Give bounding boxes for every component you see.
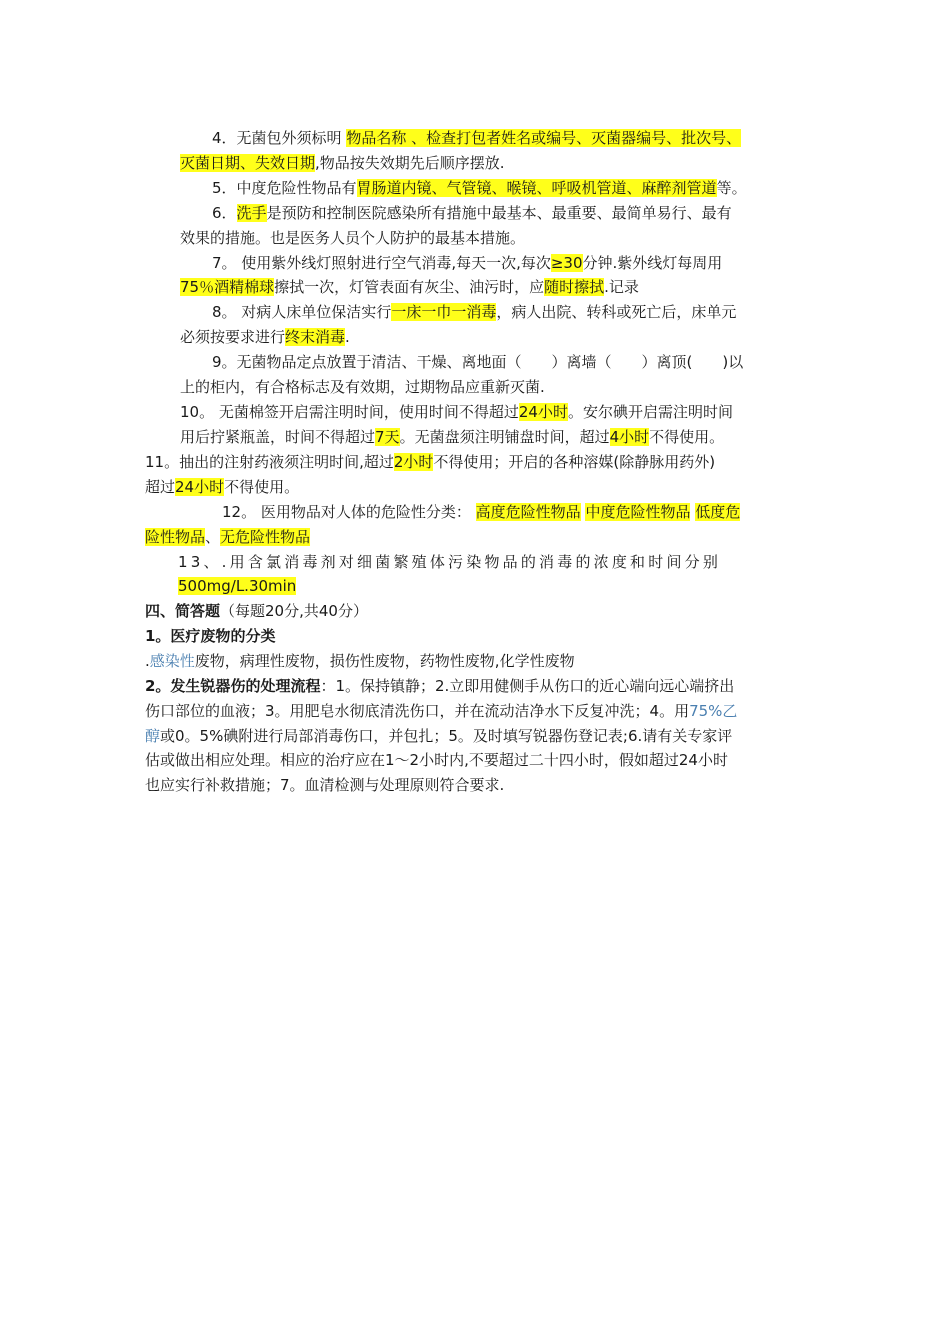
- answer-2-text-4: 估或做出相应处理。相应的治疗应在1～2小时内,不要超过二十四小时，假如超过24小时: [145, 751, 728, 769]
- item-10-highlight-2: 7天: [375, 428, 400, 446]
- item-11-highlight-2: 24小时: [175, 478, 225, 496]
- item-11-text-2: 超过: [145, 478, 176, 496]
- item-9-text-1: 9。无菌物品定点放置于清洁、干燥、离地面（ ）离墙（ ）离顶( )以: [212, 353, 744, 371]
- item-5-prefix: 5．中度危险性物品有: [212, 179, 357, 197]
- item-8-line-1: [212, 301, 736, 323]
- answer-2-line-2: [145, 700, 737, 722]
- item-10-suffix: 不得使用。: [649, 428, 725, 446]
- answer-1-blue-term: 感染性: [149, 652, 195, 670]
- item-12-line-2: [145, 526, 310, 548]
- answer-2-text-2: 伤口部位的血液；3。用肥皂水彻底清洗伤口，并在流动洁净水下反复冲洗；4。用: [145, 702, 690, 720]
- item-7-highlight-3: 随时擦拭: [544, 278, 605, 296]
- item-4-line-1: [212, 127, 741, 149]
- item-9-line-2: [180, 376, 545, 398]
- answer-2-text-3: 或0。5%碘附进行局部消毒伤口，并包扎；5。及时填写锐器伤登记表;6.请有关专家评: [160, 727, 733, 745]
- item-6-text-1: 是预防和控制医院感染所有措施中最基本、最重要、最简单易行、最有: [266, 204, 732, 222]
- answer-2-blue-term-1: 75%乙: [689, 702, 738, 720]
- item-13-highlight: 500mg/L.30min: [178, 577, 297, 595]
- item-6-line-1: [212, 202, 732, 224]
- section-4-note: （每题20分,共40分）: [220, 602, 368, 620]
- item-9-text-2: 上的柜内，有合格标志及有效期，过期物品应重新灭菌.: [180, 378, 545, 396]
- answer-2-text-1: ：1。保持镇静；2.立即用健侧手从伤口的近心端向远心端挤出: [320, 677, 735, 695]
- item-5-line: [212, 177, 747, 199]
- item-11-highlight-1: 2小时: [393, 453, 434, 471]
- item-8-highlight-2: 终末消毒: [285, 328, 346, 346]
- answer-1-dot: .: [145, 652, 150, 670]
- item-7-line-1: [212, 252, 722, 274]
- item-12-prefix: 12。 医用物品对人体的危险性分类：: [222, 503, 471, 521]
- answer-2-text-5: 也应实行补救措施；7。血清检测与处理原则符合要求.: [145, 776, 505, 794]
- item-7-prefix: 7。 使用紫外线灯照射进行空气消毒,每天一次,每次: [212, 254, 551, 272]
- item-11-suffix: 不得使用。: [224, 478, 300, 496]
- item-7-suffix: .记录: [604, 278, 639, 296]
- item-10-text-1: 。安尔碘开启需注明时间: [567, 403, 733, 421]
- item-10-line-2: [180, 426, 724, 448]
- item-7-highlight-2: 75％酒精棉球: [180, 278, 275, 296]
- item-7-text-1: 分钟.紫外线灯每周用: [582, 254, 723, 272]
- answer-2-line-1: [145, 675, 734, 697]
- item-4-highlight-2: 灭菌日期、失效日期: [180, 154, 316, 172]
- item-10-highlight-3: 4小时: [609, 428, 650, 446]
- item-10-prefix: 10。 无菌棉签开启需注明时间，使用时间不得超过: [180, 403, 519, 421]
- item-6-prefix: 6．: [212, 204, 237, 222]
- item-9-line-1: [212, 351, 743, 373]
- item-12-highlight-5: 无危险性物品: [220, 528, 311, 546]
- item-10-highlight-1: 24小时: [518, 403, 568, 421]
- answer-2-line-3: [145, 725, 732, 747]
- section-4-heading: [145, 600, 368, 622]
- item-10-line-1: [180, 401, 733, 423]
- answer-2-blue-term-2: 醇: [145, 727, 161, 745]
- item-11-line-1: [145, 451, 715, 473]
- item-11-line-2: [145, 476, 299, 498]
- item-6-highlight: 洗手: [236, 204, 267, 222]
- item-8-text-1: ，病人出院、转科或死亡后，床单元: [496, 303, 737, 321]
- item-7-text-2: 擦拭一次，灯管表面有灰尘、油污时，应: [274, 278, 545, 296]
- item-12-highlight-1: 高度危险性物品: [475, 503, 581, 521]
- answer-1-title: 1。医疗废物的分类: [145, 627, 276, 645]
- item-7-line-2: [180, 276, 639, 298]
- item-11-prefix: 11。抽出的注射药液须注明时间,超过: [145, 453, 394, 471]
- item-10-text-3: 。无菌盘须注明铺盘时间，超过: [399, 428, 610, 446]
- item-6-text-2: 效果的措施。也是医务人员个人防护的最基本措施。: [180, 229, 526, 247]
- item-11-text-1: 不得使用；开启的各种溶媒(除静脉用药外): [433, 453, 716, 471]
- answer-2-title: 2。发生锐器伤的处理流程: [145, 677, 321, 695]
- item-5-highlight: 胃肠道内镜、气管镜、喉镜、呼吸机管道、麻醉剂管道: [356, 179, 717, 197]
- item-12-line-1: [222, 501, 740, 523]
- item-6-line-2: [180, 227, 525, 249]
- item-4-highlight-1: 物品名称 、检查打包者姓名或编号、灭菌器编号、批次号、: [346, 129, 742, 147]
- item-13-line-2: [178, 575, 296, 597]
- item-13-text: 13、.用含氯消毒剂对细菌繁殖体污染物品的消毒的浓度和时间分别: [178, 553, 722, 571]
- section-4-title: 四、简答题: [145, 602, 221, 620]
- item-12-separator: 、: [205, 528, 221, 546]
- answer-1-body: [145, 650, 575, 672]
- item-4-line-2: [180, 152, 505, 174]
- item-4-suffix: ,物品按失效期先后顺序摆放.: [315, 154, 505, 172]
- item-7-highlight-1: ≥30: [550, 254, 583, 272]
- item-8-line-2: [180, 326, 350, 348]
- item-8-prefix: 8。 对病人床单位保洁实行: [212, 303, 392, 321]
- item-5-suffix: 等。: [716, 179, 747, 197]
- answer-2-line-5: [145, 774, 504, 796]
- item-4-prefix: 4．无菌包外须标明: [212, 129, 347, 147]
- item-12-highlight-3: 低度危: [695, 503, 741, 521]
- item-10-text-2: 用后拧紧瓶盖，时间不得超过: [180, 428, 376, 446]
- item-8-highlight-1: 一床一巾一消毒: [391, 303, 497, 321]
- item-8-suffix: .: [345, 328, 350, 346]
- item-8-text-2: 必须按要求进行: [180, 328, 286, 346]
- item-13-line-1: [178, 551, 721, 573]
- answer-1-text: 废物，病理性废物，损伤性废物，药物性废物,化学性废物: [194, 652, 575, 670]
- answer-1-title-line: [145, 625, 275, 647]
- item-12-highlight-4: 险性物品: [145, 528, 206, 546]
- item-12-highlight-2: 中度危险性物品: [585, 503, 691, 521]
- answer-2-line-4: [145, 749, 728, 771]
